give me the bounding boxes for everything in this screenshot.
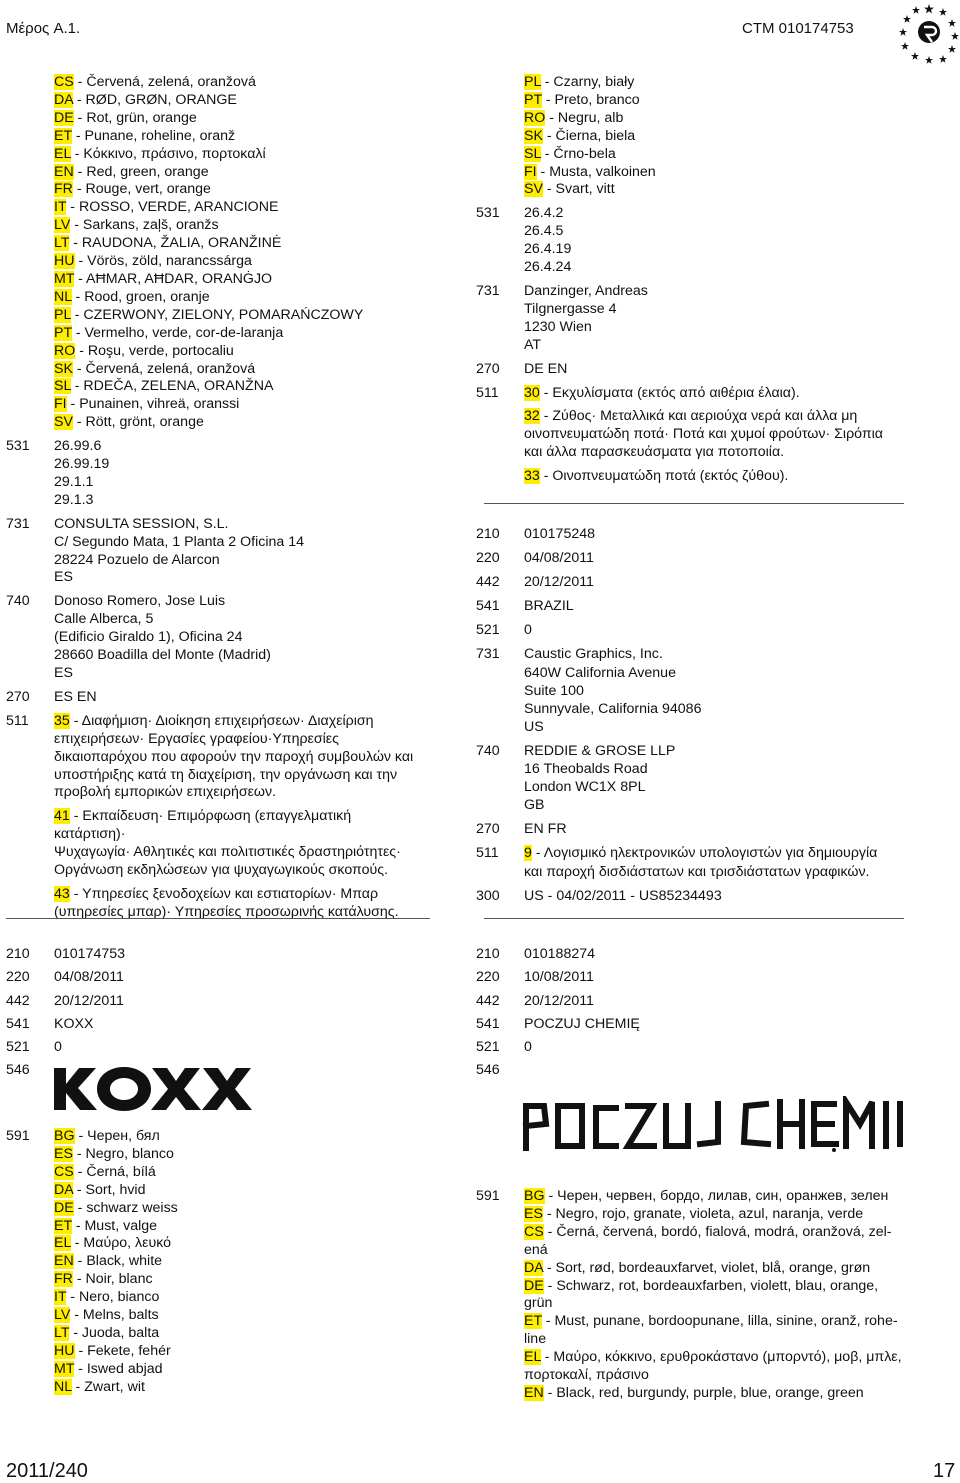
lang-code: DE: [524, 1277, 544, 1294]
poczuj-chemie-logo: [520, 1096, 904, 1154]
lang-code: EL: [54, 1235, 71, 1252]
field-220-filing-date: [476, 549, 916, 567]
lang-code: LV: [54, 1307, 71, 1324]
lang-code: BG: [524, 1188, 545, 1204]
color-line: EN - Red, green, orange: [54, 163, 209, 180]
color-list: [54, 1128, 426, 1397]
applicant-line: AT: [524, 336, 542, 353]
lang-code: IT: [54, 199, 67, 216]
field-521: [476, 1036, 916, 1059]
field-value: 0: [524, 622, 532, 639]
mark-entry-3: [476, 525, 916, 905]
applicant-line: 28224 Pozuelo de Alarcon: [54, 551, 220, 568]
field-511-goods-services: [6, 713, 426, 922]
lang-code: PL: [54, 306, 71, 323]
classification-line: 26.99.19: [54, 456, 110, 473]
color-list: [54, 74, 426, 432]
representative-line: 16 Theobalds Road: [524, 761, 648, 778]
field-531: [476, 205, 916, 277]
lang-code: ES: [54, 1145, 73, 1162]
color-line: EL - Κόκκινο, πράσινο, πορτοκαλί: [54, 145, 266, 162]
languages-value: DE EN: [524, 360, 568, 377]
color-line: FI - Musta, valkoinen: [524, 163, 656, 180]
color-list: [524, 74, 916, 199]
class-entry: 32 - Ζύθος· Μεταλλικά και αεριούχα νερά και άλλα μη οινοπνευματώδη ποτά· Ποτά και χυμοί φρούτων· Σιρόπια και άλλα παρασκευάσματα για ποτοποιία.: [524, 408, 883, 461]
classification-line: 26.4.19: [524, 241, 572, 258]
lang-code: HU: [54, 253, 75, 270]
color-line: NL - Rood, groen, oranje: [54, 288, 210, 305]
lang-code: DA: [54, 1181, 73, 1198]
applicant-line: US: [524, 718, 544, 735]
lang-code: PT: [54, 324, 72, 341]
languages-value: EN FR: [524, 821, 567, 838]
color-line: EL - Μαύρο, λευκό: [54, 1235, 172, 1252]
class-entry: 43 - Υπηρεσίες ξενοδοχείων και εστιατορίων· Μπαρ (υπηρεσίες μπαρ)· Υπηρεσίες προσωρινής κατάλυσης.: [54, 885, 399, 920]
color-line: DE - Schwarz, rot, bordeauxfarben, violett, blau, orange,: [524, 1277, 879, 1294]
field-code: 521: [476, 1039, 500, 1056]
color-line: DA - Sort, hvid: [54, 1181, 146, 1198]
representative-line: Donoso Romero, Jose Luis: [54, 593, 226, 610]
lang-code: FR: [54, 181, 73, 198]
classification-line: 26.99.6: [54, 438, 102, 455]
color-line: EN - Black, white: [54, 1253, 163, 1270]
field-code: 521: [476, 622, 500, 639]
field-value: 010188274: [524, 946, 596, 962]
field-442-publication-date: [476, 573, 916, 591]
lang-code: PT: [524, 91, 542, 108]
field-value: 04/08/2011: [524, 550, 594, 567]
color-line-cont: grün: [524, 1295, 553, 1312]
field-value: 10/08/2011: [524, 969, 594, 986]
lang-code: ET: [524, 1313, 542, 1330]
lang-code: DA: [524, 1259, 543, 1276]
color-line: PL - Czarny, biały: [524, 74, 635, 90]
page-section-label: Μέρος A.1.: [6, 20, 81, 37]
lang-code: FR: [54, 1271, 73, 1288]
representative-line: REDDIE & GROSE LLP: [524, 742, 676, 759]
lang-code: IT: [54, 1289, 67, 1306]
field-220-filing-date: [6, 966, 426, 989]
field-code: 442: [6, 992, 30, 1009]
field-value: 20/12/2011: [524, 574, 594, 591]
lang-code: BG: [54, 1128, 75, 1144]
color-line: DA - Sort, rød, bordeauxfarvet, violet, blå, orange, grøn: [524, 1259, 871, 1276]
field-value: BRAZIL: [524, 598, 574, 615]
field-521: [476, 621, 916, 639]
field-511-goods-services: 511 9 - Λογισμικό ηλεκτρονικών υπολογιστών για δημιουργία και παροχή δισδιάστατων και τρισδιάστατων γραφικών.: [476, 845, 878, 880]
class-number: 30: [524, 384, 540, 401]
lang-code: CS: [54, 1163, 74, 1180]
color-line: SK - Čierna, biela: [524, 127, 636, 144]
color-line: CS - Červená, zelená, oranžová: [54, 74, 256, 90]
field-code: 731: [6, 515, 30, 532]
field-value: 20/12/2011: [524, 992, 594, 1009]
field-270-languages: [476, 820, 916, 838]
color-line: RO - Roşu, verde, portocaliu: [54, 342, 234, 359]
eu-trademark-emblem: [893, 0, 960, 66]
field-code: 210: [476, 946, 500, 962]
color-line: PL - CZERWONY, ZIELONY, POMARAŃCZOWY: [54, 306, 364, 323]
class-entry: 41 - Εκπαίδευση· Επιμόρφωση (επαγγελματική κατάρτιση)· Ψυχαγωγία· Αθλητικές και πολιτιστικές δραστηριότητες· Οργάνωση εκδηλώσεων για ψυχαγωγικούς σκοπούς.: [54, 808, 401, 879]
color-line: HU - Vörös, zöld, narancssárga: [54, 253, 252, 270]
color-line: LT - RAUDONA, ŽALIA, ORANŽINĖ: [54, 235, 282, 252]
applicant-line: CONSULTA SESSION, S.L.: [54, 515, 229, 532]
field-code: 531: [476, 205, 500, 222]
classification-line: 29.1.3: [54, 491, 94, 508]
color-line: PT - Vermelho, verde, cor-de-laranja: [54, 324, 284, 341]
applicant-line: 1230 Wien: [524, 318, 592, 335]
field-591-colors: [476, 74, 916, 199]
color-line: LV - Sarkans, zaļš, oranžs: [54, 217, 219, 234]
field-591-colors: [6, 1128, 426, 1397]
field-591-colors: [476, 1188, 916, 1403]
mark-entry-4: [6, 943, 426, 1083]
color-line: SL - RDEČA, ZELENA, ORANŽNA: [54, 378, 274, 395]
representative-line: Calle Alberca, 5: [54, 611, 154, 628]
field-210-number: [6, 943, 426, 966]
color-line: BG - Черен, червен, бордо, лилав, син, оранжев, зелен: [524, 1188, 889, 1204]
field-code: 591: [476, 1188, 500, 1204]
classification-line: 26.4.2: [524, 205, 564, 222]
field-code: 270: [476, 821, 500, 838]
field-code: 511: [6, 712, 29, 729]
field-code: 531: [6, 438, 30, 455]
field-731-applicant: [476, 283, 916, 355]
entry-divider: [484, 918, 904, 919]
field-210-number: [476, 525, 916, 543]
classification-line: 26.4.24: [524, 259, 572, 276]
class-entry: 30 - Εκχυλίσματα (εκτός από αιθέρια έλαια).: [524, 384, 800, 401]
lang-code: SK: [524, 127, 543, 144]
field-code: 300: [476, 887, 500, 904]
koxx-logo: [52, 1064, 264, 1114]
classification-line: 29.1.1: [54, 473, 94, 490]
color-line: SV - Svart, vitt: [524, 181, 615, 198]
entry-divider: [6, 918, 430, 919]
lang-code: EL: [524, 1349, 541, 1366]
field-546-mark-image: [476, 1059, 916, 1082]
field-740-representative: [6, 593, 426, 683]
classification-line: 26.4.5: [524, 223, 564, 240]
class-number: 33: [524, 468, 540, 485]
bulletin-issue: 2011/240: [6, 1460, 88, 1482]
field-value: US - 04/02/2011 - US85234493: [524, 887, 722, 904]
color-line: ET - Must, punane, bordoopunane, lilla, sinine, oranž, rohe-: [524, 1313, 898, 1330]
field-code: 270: [476, 360, 500, 377]
class-number: 41: [54, 808, 70, 825]
applicant-line: Tilgnergasse 4: [524, 300, 617, 317]
field-code: 541: [6, 1015, 30, 1032]
applicant-line: Danzinger, Andreas: [524, 282, 648, 299]
color-line: IT - ROSSO, VERDE, ARANCIONE: [54, 199, 279, 216]
color-line: IT - Nero, bianco: [54, 1289, 160, 1306]
field-code: 220: [6, 969, 30, 986]
representative-line: GB: [524, 797, 545, 814]
color-line: CS - Černá, bílá: [54, 1163, 156, 1180]
color-line: ES - Negro, blanco: [54, 1145, 174, 1162]
color-line: MT - AĦMAR, AĦDAR, ORANĠJO: [54, 270, 273, 287]
lang-code: SL: [54, 378, 71, 395]
lang-code: RO: [524, 109, 546, 126]
lang-code: RO: [54, 342, 76, 359]
field-code: 511: [476, 845, 499, 862]
field-code: 740: [476, 742, 500, 759]
color-line-cont: line: [524, 1331, 547, 1348]
representative-line: 28660 Boadilla del Monte (Madrid): [54, 647, 271, 664]
lang-code: ET: [54, 1217, 72, 1234]
field-270-languages: [476, 361, 916, 379]
field-code: 220: [476, 550, 500, 567]
color-line: DA - RØD, GRØN, ORANGE: [54, 91, 237, 108]
lang-code: MT: [54, 270, 75, 287]
field-541-mark-text: [476, 597, 916, 615]
color-line: DE - schwarz weiss: [54, 1199, 178, 1216]
field-731-applicant: [6, 516, 426, 588]
mark-entry-2: [476, 74, 916, 486]
field-value: 20/12/2011: [54, 992, 124, 1009]
field-code: 740: [6, 593, 30, 610]
field-740-representative: [476, 742, 916, 814]
color-line: DE - Rot, grün, orange: [54, 109, 197, 126]
mark-entry-5: [476, 943, 916, 1083]
lang-code: LV: [54, 217, 71, 234]
class-number: 32: [524, 408, 540, 425]
lang-code: LT: [54, 235, 70, 252]
representative-line: (Edificio Giraldo 1), Oficina 24: [54, 629, 243, 646]
lang-code: PL: [524, 74, 541, 90]
applicant-line: Sunnyvale, California 94086: [524, 700, 702, 717]
field-591-colors: [6, 74, 426, 432]
field-442-publication-date: [6, 990, 426, 1013]
lang-code: DA: [54, 91, 73, 108]
field-code: 731: [476, 646, 500, 663]
color-list: [524, 1188, 916, 1403]
page-number: 17: [933, 1460, 956, 1482]
field-value: 010175248: [524, 526, 596, 542]
color-line-cont: ená: [524, 1241, 548, 1258]
mark-entry-1: [6, 74, 426, 922]
lang-code: ET: [54, 127, 72, 144]
field-value: 010174753: [54, 946, 126, 962]
color-line: FR - Rouge, vert, orange: [54, 181, 211, 198]
lang-code: FI: [54, 396, 67, 413]
lang-code: SV: [524, 181, 543, 198]
lang-code: MT: [54, 1360, 75, 1377]
lang-code: SV: [54, 414, 73, 431]
applicant-line: 640W California Avenue: [524, 664, 676, 681]
lang-code: LT: [54, 1324, 70, 1341]
ctm-number-header: CTM 010174753: [742, 20, 854, 37]
field-code: 270: [6, 688, 30, 705]
field-value: 0: [54, 1039, 62, 1056]
lang-code: NL: [54, 288, 72, 305]
field-value: KOXX: [54, 1015, 94, 1032]
field-code: 591: [6, 1128, 30, 1144]
lang-code: EN: [54, 1253, 74, 1270]
field-731-applicant: [476, 645, 916, 735]
applicant-line: Caustic Graphics, Inc.: [524, 646, 663, 663]
lang-code: CS: [54, 74, 74, 90]
applicant-line: C/ Segundo Mata, 1 Planta 2 Oficina 14: [54, 533, 305, 550]
color-line: LT - Juoda, balta: [54, 1324, 160, 1341]
color-line: ET - Punane, roheline, oranž: [54, 127, 236, 144]
color-line: ET - Must, valge: [54, 1217, 158, 1234]
field-code: 546: [6, 1062, 30, 1079]
field-code: 541: [476, 598, 500, 615]
representative-line: ES: [54, 665, 73, 681]
field-531: [6, 438, 426, 510]
languages-value: ES EN: [54, 688, 97, 705]
lang-code: SL: [524, 145, 541, 162]
class-number: 9: [524, 845, 532, 862]
field-210-number: [476, 943, 916, 966]
lang-code: DE: [54, 1199, 74, 1216]
color-line: SL - Črno-bela: [524, 145, 616, 162]
field-511-goods-services: [476, 385, 916, 487]
field-code: 546: [476, 1062, 500, 1079]
color-line: NL - Zwart, wit: [54, 1378, 145, 1395]
entry-divider: [484, 503, 904, 504]
lang-code: HU: [54, 1342, 75, 1359]
color-line: MT - Iswed abjad: [54, 1360, 163, 1377]
field-value: 0: [524, 1039, 532, 1056]
color-line: LV - Melns, balts: [54, 1307, 159, 1324]
class-entry: 33 - Οινοπνευματώδη ποτά (εκτός ζύθου).: [524, 468, 789, 485]
field-220-filing-date: [476, 966, 916, 989]
lang-code: NL: [54, 1378, 72, 1395]
color-line: HU - Fekete, fehér: [54, 1342, 171, 1359]
field-code: 210: [6, 946, 30, 962]
representative-line: London WC1X 8PL: [524, 779, 646, 796]
lang-code: EN: [54, 163, 74, 180]
color-line: PT - Preto, branco: [524, 91, 640, 108]
field-541-mark-text: [6, 1013, 426, 1036]
field-300-priority: [476, 887, 916, 905]
color-line: ES - Negro, rojo, granate, violeta, azul, naranja, verde: [524, 1205, 864, 1222]
field-code: 442: [476, 992, 500, 1009]
field-code: 210: [476, 526, 500, 542]
color-line: FI - Punainen, vihreä, oranssi: [54, 396, 240, 413]
field-code: 442: [476, 574, 500, 591]
class-number: 43: [54, 885, 70, 902]
color-line: SK - Červená, zelená, oranžová: [54, 360, 256, 377]
lang-code: ES: [524, 1205, 543, 1222]
class-number: 35: [54, 712, 70, 729]
lang-code: CS: [524, 1223, 544, 1240]
field-541-mark-text: [476, 1013, 916, 1036]
field-270-languages: [6, 689, 426, 707]
field-442-publication-date: [476, 990, 916, 1013]
field-code: 511: [476, 384, 499, 401]
applicant-line: ES: [54, 569, 73, 586]
field-code: 521: [6, 1039, 30, 1056]
field-code: 731: [476, 282, 500, 299]
color-line: BG - Черен, бял: [54, 1128, 160, 1144]
lang-code: EL: [54, 145, 71, 162]
lang-code: DE: [54, 109, 74, 126]
field-code: 220: [476, 969, 500, 986]
lang-code: EN: [524, 1384, 544, 1401]
color-line: CS - Černá, červená, bordó, fialová, modrá, oranžová, zel-: [524, 1223, 892, 1240]
applicant-line: Suite 100: [524, 682, 584, 699]
color-line: SV - Rött, grönt, orange: [54, 414, 204, 431]
lang-code: FI: [524, 163, 537, 180]
color-line-cont: πορτοκαλί, πράσινο: [524, 1367, 649, 1384]
color-line: RO - Negru, alb: [524, 109, 624, 126]
color-line: FR - Noir, blanc: [54, 1271, 153, 1288]
class-entry: 35 - Διαφήμιση· Διοίκηση επιχειρήσεων· Διαχείριση επιχειρήσεων· Εργασίες γραφείου·Υπηρεσίες δικαιοπαρόχου που αφορούν την παροχή συμβουλών και υποστήριξης κατά τη διαχείριση, την οργάνωση και την προβολή εμπορικών επιχειρήσεων.: [54, 712, 414, 801]
color-line: EL - Μαύρο, κόκκινο, ερυθροκάστανο (μπορντό), μοβ, μπλε,: [524, 1349, 902, 1366]
lang-code: SK: [54, 360, 73, 377]
field-521: [6, 1036, 426, 1059]
color-line: EN - Black, red, burgundy, purple, blue, orange, green: [524, 1384, 864, 1401]
field-value: 04/08/2011: [54, 969, 124, 986]
field-code: 541: [476, 1015, 500, 1032]
field-value: POCZUJ CHEMIĘ: [524, 1015, 640, 1032]
